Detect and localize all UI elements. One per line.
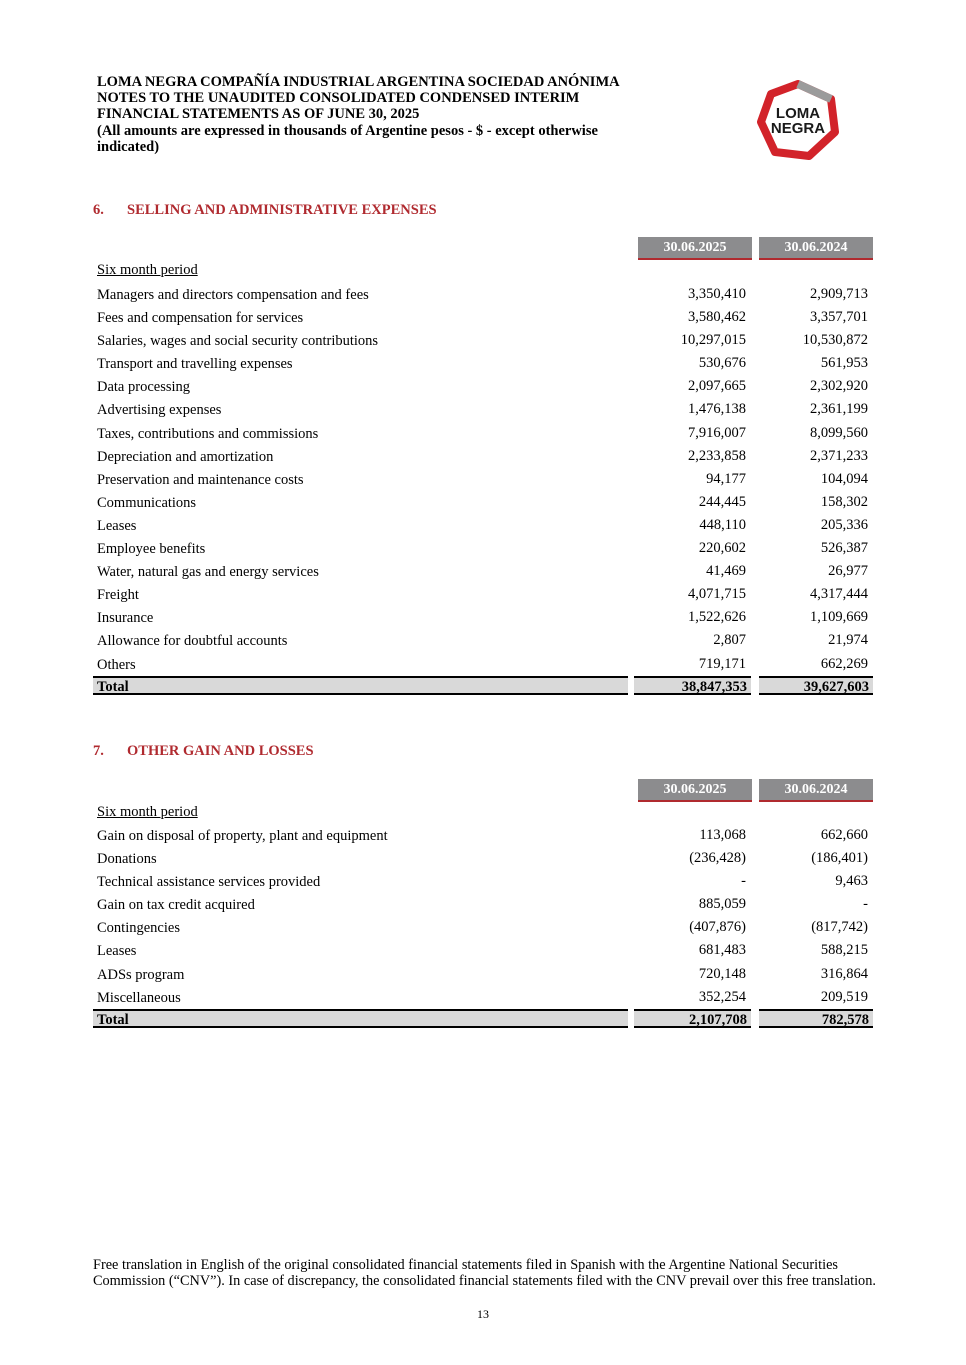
- value-2025: 2,807: [713, 632, 746, 649]
- value-2025: 448,110: [699, 516, 746, 533]
- row-label: Depreciation and amortization: [97, 448, 274, 465]
- total-2024: 39,627,603: [759, 676, 873, 695]
- value-2024: 2,302,920: [810, 378, 868, 395]
- value-2025: 719,171: [698, 655, 746, 672]
- value-2024: 588,215: [820, 942, 868, 959]
- value-2024: 2,361,199: [810, 401, 868, 418]
- row-label: Contingencies: [97, 920, 180, 937]
- table-row: [93, 468, 873, 491]
- value-2025: (236,428): [689, 850, 746, 867]
- column-header-2025: 30.06.2025: [638, 779, 752, 802]
- value-2025: 530,676: [698, 355, 746, 372]
- header-line-5: indicated): [97, 138, 160, 155]
- value-2024: 561,953: [820, 355, 868, 372]
- table-row: [93, 329, 873, 352]
- value-2025: 3,350,410: [688, 286, 746, 302]
- row-label: Fees and compensation for services: [97, 310, 304, 327]
- value-2025: 244,445: [698, 493, 746, 510]
- header-line-2: NOTES TO THE UNAUDITED CONSOLIDATED CONDENSED INTERIM: [97, 90, 580, 107]
- table-row: [93, 986, 873, 1009]
- table-row: [93, 283, 873, 306]
- table-row: [93, 893, 873, 916]
- value-2024: 316,864: [820, 965, 868, 982]
- section-6-title: [93, 202, 437, 219]
- table-row: [93, 514, 873, 537]
- section-number: 6.: [93, 202, 104, 218]
- logo-text-negra: NEGRA: [770, 120, 826, 137]
- row-label: Data processing: [97, 379, 191, 396]
- row-label: Others: [97, 656, 136, 673]
- value-2025: -: [741, 873, 746, 890]
- value-2025: 94,177: [706, 470, 746, 487]
- value-2024: 9,463: [835, 873, 868, 890]
- other-gains-table: [93, 824, 873, 1009]
- value-2024: 209,519: [820, 988, 868, 1005]
- row-label: Leases: [97, 517, 137, 534]
- row-label: Managers and directors compensation and fees: [97, 287, 369, 303]
- value-2025: (407,876): [689, 919, 746, 936]
- table-row: [93, 870, 873, 893]
- value-2024: 2,909,713: [810, 286, 868, 302]
- table-row: [93, 537, 873, 560]
- row-label: Donations: [97, 851, 157, 868]
- value-2025: 885,059: [698, 896, 746, 913]
- value-2024: 26,977: [828, 563, 868, 580]
- row-label: Freight: [97, 587, 139, 604]
- table-row: [93, 445, 873, 468]
- table-row: [93, 375, 873, 398]
- value-2024: 662,660: [820, 827, 868, 843]
- value-2024: 2,371,233: [810, 447, 868, 464]
- row-label: Gain on disposal of property, plant and equipment: [97, 828, 388, 844]
- row-label: Allowance for doubtful accounts: [97, 633, 288, 650]
- value-2025: 1,522,626: [688, 609, 746, 626]
- value-2025: 3,580,462: [688, 309, 746, 326]
- table-row: [93, 306, 873, 329]
- section-7-title: [93, 743, 314, 760]
- table-row: [93, 352, 873, 375]
- period-label: Six month period: [97, 262, 198, 278]
- value-2024: 205,336: [820, 516, 868, 533]
- value-2024: 4,317,444: [810, 586, 868, 603]
- value-2024: 526,387: [820, 540, 868, 557]
- column-header-2024: 30.06.2024: [759, 779, 873, 802]
- total-label: Total: [93, 676, 628, 695]
- value-2024: (817,742): [811, 919, 868, 936]
- row-label: Preservation and maintenance costs: [97, 471, 304, 488]
- row-label: ADSs program: [97, 966, 185, 983]
- document-header: [97, 74, 737, 155]
- value-2025: 2,233,858: [688, 447, 746, 464]
- total-label: Total: [93, 1009, 628, 1028]
- column-header-2025: 30.06.2025: [638, 237, 752, 260]
- period-label: Six month period: [97, 804, 198, 820]
- value-2025: 113,068: [699, 827, 746, 843]
- row-label: Advertising expenses: [97, 402, 222, 419]
- value-2025: 720,148: [698, 965, 746, 982]
- value-2024: 1,109,669: [810, 609, 868, 626]
- value-2025: 1,476,138: [688, 401, 746, 418]
- value-2025: 41,469: [706, 563, 746, 580]
- value-2024: 662,269: [820, 655, 868, 672]
- footer-disclaimer: Free translation in English of the original consolidated financial statements filed in Spanish with the Argentine National Securities Commission (“CNV”). In case of discrepancy, the consolidated financial statements filed with the CNV prevail over this free translation.: [93, 1257, 876, 1289]
- column-header-2024: 30.06.2024: [759, 237, 873, 260]
- row-label: Salaries, wages and social security contributions: [97, 333, 379, 350]
- loma-negra-logo-icon: [757, 80, 839, 160]
- value-2025: 2,097,665: [688, 378, 746, 395]
- value-2025: 10,297,015: [680, 332, 746, 349]
- section-title-text: SELLING AND ADMINISTRATIVE EXPENSES: [127, 202, 437, 218]
- value-2025: 681,483: [698, 942, 746, 959]
- table-row: [93, 422, 873, 445]
- table-row: [93, 653, 873, 676]
- row-label: Water, natural gas and energy services: [97, 564, 319, 581]
- table-row: [93, 629, 873, 652]
- row-label: Insurance: [97, 610, 154, 627]
- table-row: [93, 398, 873, 421]
- value-2025: 352,254: [698, 988, 746, 1005]
- value-2024: 21,974: [828, 632, 868, 649]
- table-row: [93, 824, 873, 847]
- value-2024: 10,530,872: [802, 332, 868, 349]
- table-row: [93, 963, 873, 986]
- value-2024: 104,094: [820, 470, 868, 487]
- table-row: [93, 560, 873, 583]
- row-label: Technical assistance services provided: [97, 874, 321, 891]
- table-row: [93, 583, 873, 606]
- table-row: [93, 916, 873, 939]
- row-label: Employee benefits: [97, 541, 206, 558]
- total-2024: 782,578: [759, 1009, 873, 1028]
- header-line-3: FINANCIAL STATEMENTS AS OF JUNE 30, 2025: [97, 106, 420, 123]
- row-label: Gain on tax credit acquired: [97, 897, 255, 914]
- row-label: Transport and travelling expenses: [97, 356, 293, 373]
- total-2025: 38,847,353: [634, 676, 751, 695]
- page-number: 13: [477, 1307, 489, 1321]
- expenses-table: [93, 283, 873, 676]
- total-2025: 2,107,708: [634, 1009, 751, 1028]
- section-number: 7.: [93, 743, 104, 759]
- row-label: Taxes, contributions and commissions: [97, 425, 319, 442]
- value-2024: 158,302: [820, 493, 868, 510]
- row-label: Miscellaneous: [97, 989, 181, 1006]
- value-2024: 3,357,701: [810, 309, 868, 326]
- header-line-4: (All amounts are expressed in thousands of Argentine pesos - $ - except otherwise: [97, 122, 598, 139]
- value-2024: -: [863, 896, 868, 913]
- value-2025: 7,916,007: [688, 424, 746, 441]
- table-row: [93, 606, 873, 629]
- table-row: [93, 939, 873, 962]
- company-name: LOMA NEGRA COMPAÑÍA INDUSTRIAL ARGENTINA SOCIEDAD ANÓNIMA: [97, 74, 620, 90]
- logo-text-loma: LOMA: [775, 105, 821, 122]
- section-title-text: OTHER GAIN AND LOSSES: [127, 743, 314, 759]
- value-2024: 8,099,560: [810, 424, 868, 441]
- row-label: Communications: [97, 494, 197, 511]
- row-label: Leases: [97, 943, 137, 960]
- table-row: [93, 847, 873, 870]
- value-2024: (186,401): [811, 850, 868, 867]
- value-2025: 220,602: [698, 540, 746, 557]
- value-2025: 4,071,715: [688, 586, 746, 603]
- table-row: [93, 491, 873, 514]
